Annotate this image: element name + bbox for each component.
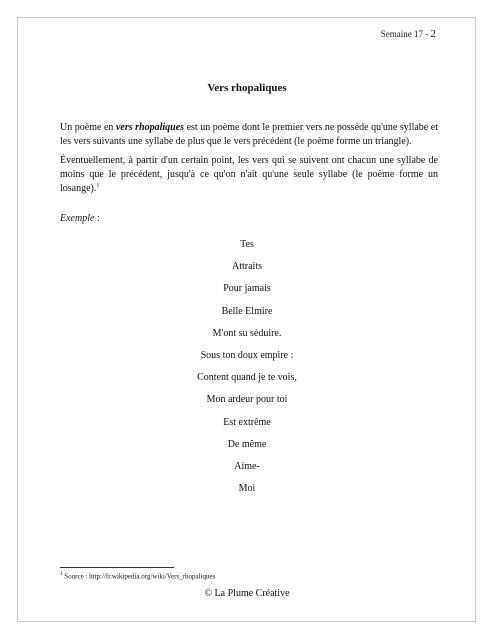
week-label: Semaine 17 -	[380, 29, 431, 39]
poem-line: Attraits	[232, 261, 262, 273]
example-colon: :	[94, 213, 100, 224]
poem-line: Tes	[240, 239, 254, 250]
poem-line: M'ont su séduire.	[212, 327, 282, 339]
example-label: Exemple	[60, 213, 95, 224]
poem-line: Belle Elmire	[221, 305, 273, 317]
definition-paragraph	[60, 121, 438, 149]
footnote-divider	[60, 567, 174, 568]
example-heading	[60, 213, 100, 224]
poem-line: Pour jamais	[223, 283, 271, 295]
poem-line: Sous ton doux empire :	[200, 349, 294, 361]
footnote	[60, 572, 215, 580]
copyright-footer: © La Plume Créative	[204, 588, 290, 599]
page-title: Vers rhopaliques	[207, 82, 287, 94]
page-header	[381, 28, 436, 40]
footnote-text: Source : http://fr.wikipedia.org/wiki/Vers_rhopaliques	[62, 572, 216, 581]
page-number: 2	[430, 28, 436, 40]
footnote-ref: 1	[96, 182, 100, 189]
poem-line: Content quand je te vois,	[197, 372, 297, 384]
poem-line: De même	[227, 438, 267, 450]
poem-line: Est extrême	[223, 416, 271, 428]
poem	[0, 238, 494, 504]
footnote-number: 1	[60, 572, 63, 577]
paragraph-text-end: est un poème dont le premier vers ne possède qu'une syllabe et les vers suivants une syllabe de plus que le vers précédent (le poème forme un triangle).	[60, 122, 438, 147]
term-emphasis: vers rhopaliques	[115, 122, 185, 133]
paragraph-text: Éventuellement, à partir d'un certain point, les vers qui se suivent ont chacun une syllabe de moins que le précédent, jusqu'à ce qu'on n'ait qu'une seule syllabe (le poème forme un losange).	[60, 155, 438, 194]
poem-line: Mon ardeur pour toi	[206, 394, 288, 406]
paragraph-text-start: Un poème en	[60, 122, 116, 133]
poem-line: Moi	[238, 483, 256, 495]
losange-paragraph	[60, 154, 438, 196]
poem-line: Aime-	[234, 460, 260, 472]
